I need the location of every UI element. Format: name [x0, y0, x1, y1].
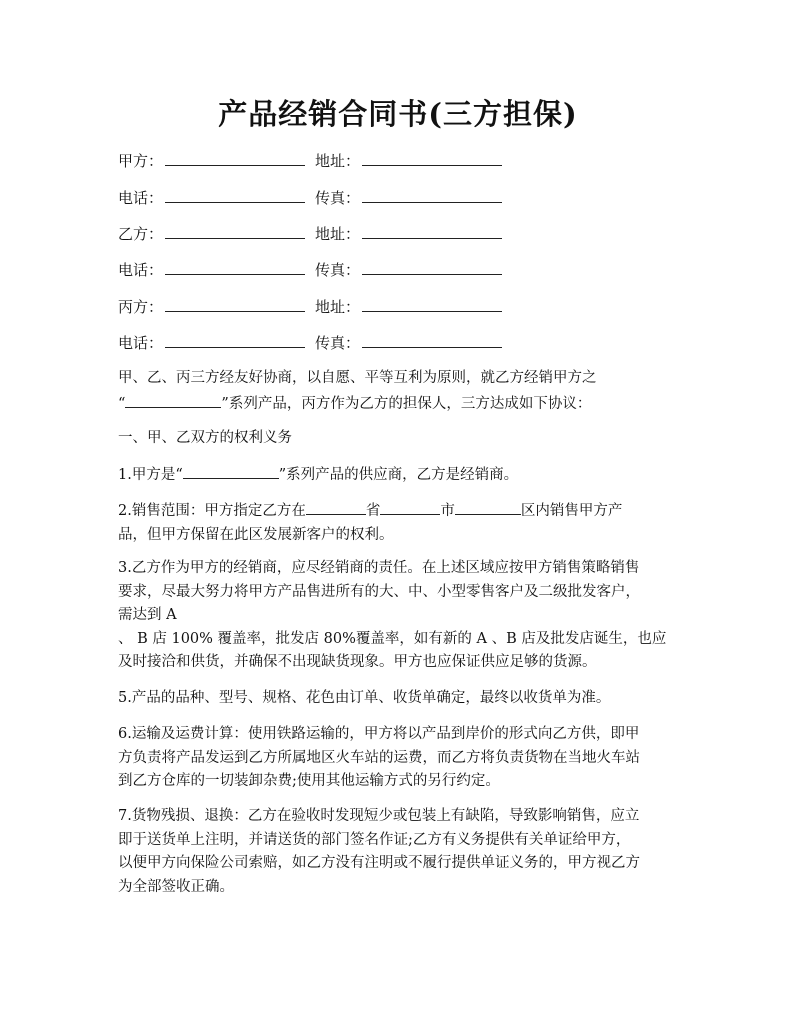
district-blank	[455, 498, 521, 515]
clause-2-end: 品，但甲方保留在此区发展新客户的权利。	[118, 526, 394, 543]
phone-label: 电话：	[118, 334, 164, 352]
field-row-phone-c	[118, 330, 502, 354]
fax-label: 传真：	[315, 261, 361, 279]
province-blank	[306, 498, 366, 515]
address-label: 地址：	[315, 298, 361, 316]
clause-6-line-1: 6.运输及运费计算：使用铁路运输的，甲方将以产品到岸价的形式向乙方供，即甲	[118, 726, 640, 742]
intro-line-2: ”系列产品，丙方作为乙方的担保人，三方达成如下协议：	[221, 395, 592, 412]
clause-1-blank	[183, 462, 279, 479]
clause-3-line-3: 需达到 A	[118, 607, 177, 623]
phone-label: 电话：	[118, 189, 164, 207]
fax-label: 传真：	[315, 334, 361, 352]
field-row-party-a	[118, 148, 502, 172]
party-c-label: 丙方：	[118, 298, 164, 316]
clause-1-start: 1.甲方是“	[118, 467, 183, 483]
clause-7-line-3: 以便甲方向保险公司索赔，如乙方没有注明或不履行提供单证义务的，甲方视乙方	[118, 855, 640, 871]
clause-1	[118, 462, 683, 488]
address-blank	[362, 294, 502, 312]
phone-blank	[165, 257, 305, 275]
clause-1-end: ”系列产品的供应商，乙方是经销商。	[278, 467, 519, 483]
intro-quote-open: “	[118, 395, 126, 412]
clause-2-start: 2.销售范围：甲方指定乙方在	[118, 503, 306, 519]
clause-7-line-2: 即于送货单上注明，并请送货的部门签名作证;乙方有义务提供有关单证给甲方，	[118, 831, 631, 848]
address-label: 地址：	[315, 152, 361, 170]
phone-label: 电话：	[118, 261, 164, 279]
party-b-blank	[165, 221, 305, 239]
fax-label: 传真：	[315, 189, 361, 207]
fax-blank	[362, 185, 502, 203]
intro-line-1: 甲、乙、丙三方经友好协商，以自愿、平等互利为原则，就乙方经销甲方之	[118, 370, 597, 386]
party-a-blank	[165, 148, 305, 166]
phone-blank	[165, 330, 305, 348]
clause-2-mid: 区内销售甲方产	[520, 503, 623, 519]
clause-7	[118, 805, 683, 899]
clause-7-line-4: 为全部签收正确。	[118, 878, 234, 895]
intro-paragraph	[118, 367, 683, 416]
clause-3-line-5: 及时接洽和供货，并确保不出现缺货现象。甲方也应保证供应足够的货源。	[118, 654, 597, 670]
fax-blank	[362, 257, 502, 275]
clause-3-line-2: 要求，尽最大努力将甲方产品售进所有的大、中、小型零售客户及二级批发客户，	[118, 583, 640, 600]
clause-3-line-1: 3.乙方作为甲方的经销商，应尽经销商的责任。在上述区域应按甲方销售策略销售	[118, 560, 640, 576]
section-heading-1: 一、甲、乙双方的权利义务	[118, 430, 292, 446]
field-row-party-c	[118, 294, 502, 318]
fax-blank	[362, 330, 502, 348]
clause-6	[118, 723, 683, 794]
field-row-party-b	[118, 221, 502, 245]
clause-3-line-4: 、 B 店 100% 覆盖率，批发店 80%覆盖率，如有新的 A 、B 店及批发店诞生，也应	[118, 630, 667, 647]
address-blank	[362, 148, 502, 166]
address-label: 地址：	[315, 225, 361, 243]
city-blank	[380, 498, 440, 515]
clause-7-line-1: 7.货物残损、退换：乙方在验收时发现短少或包装上有缺陷，导致影响销售，应立	[118, 808, 640, 824]
product-name-blank	[125, 391, 221, 408]
field-row-phone-b	[118, 257, 502, 281]
clause-6-line-3: 到乙方仓库的一切装卸杂费;使用其他运输方式的另行约定。	[118, 773, 500, 789]
province-label: 省	[365, 503, 381, 519]
phone-blank	[165, 185, 305, 203]
clause-6-line-2: 方负责将产品发运到乙方所属地区火车站的运费，而乙方将负责货物在当地火车站	[118, 749, 640, 766]
document-title: 产品经销合同书(三方担保)	[218, 97, 578, 131]
party-a-label: 甲方：	[118, 152, 164, 170]
address-blank	[362, 221, 502, 239]
clause-3	[118, 557, 683, 675]
clause-2	[118, 498, 683, 547]
clause-5: 5.产品的品种、型号、规格、花色由订单、收货单确定，最终以收货单为准。	[118, 690, 611, 706]
field-row-phone-a	[118, 185, 502, 209]
city-label: 市	[440, 503, 455, 519]
party-c-blank	[165, 294, 305, 312]
party-b-label: 乙方：	[118, 225, 164, 243]
